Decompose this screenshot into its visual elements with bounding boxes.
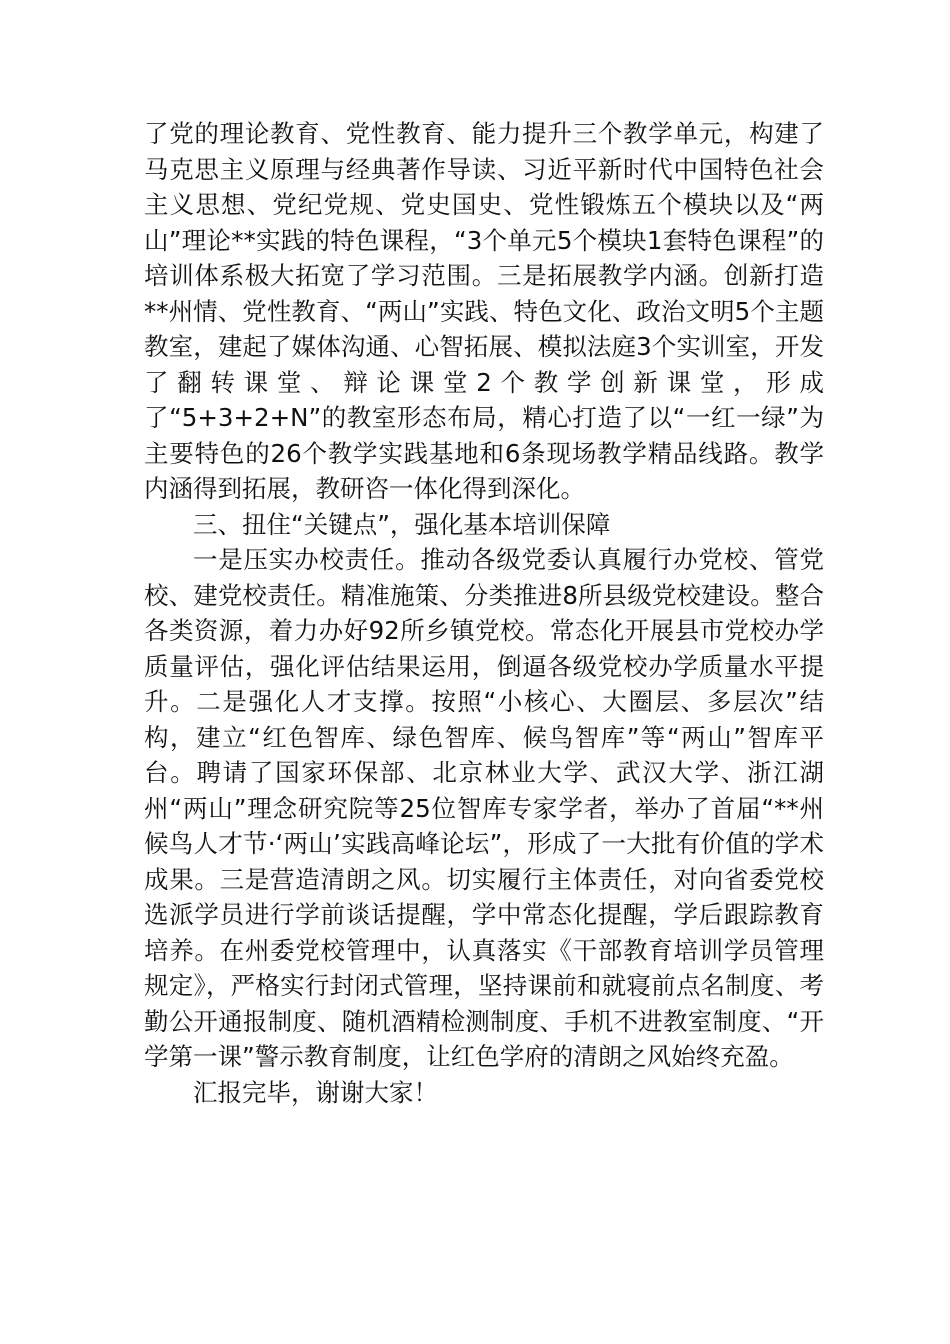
body-paragraph-continuation: 了党的理论教育、党性教育、能力提升三个教学单元，构建了马克思主义原理与经典著作导读、习近平新时代中国特色社会主义思想、党纪党规、党史国史、党性锻炼五个模块以及“两山”理论**实践的特色课程，“3个单元5个模块1套特色课程”的培训体系极大拓宽了学习范围。三是拓展教学内涵。创新打造**州情、党性教育、“两山”实践、特色文化、政治文明5个主题教室，建起了媒体沟通、心智拓展、模拟法庭3个实训室，开发了翻转课堂、辩论课堂2个教学创新课堂，形成了“5+3+2+N”的教室形态布局，精心打造了以“一红一绿”为主要特色的26个教学实践基地和6条现场教学精品线路。教学内涵得到拓展，教研咨一体化得到深化。 [144, 119, 824, 503]
document-body [144, 116, 824, 1110]
body-paragraph: 一是压实办校责任。推动各级党委认真履行办党校、管党校、建党校责任。精准施策、分类推进8所县级党校建设。整合各类资源，着力办好92所乡镇党校。常态化开展县市党校办学质量评估，强化评估结果运用，倒逼各级党校办学质量水平提升。二是强化人才支撑。按照“小核心、大圈层、多层次”结构，建立“红色智库、绿色智库、候鸟智库”等“两山”智库平台。聘请了国家环保部、北京林业大学、武汉大学、浙江湖州“两山”理念研究院等25位智库专家学者，举办了首届“**州候鸟人才节·‘两山’实践高峰论坛”，形成了一大批有价值的学术成果。三是营造清朗之风。切实履行主体责任，对向省委党校选派学员进行学前谈话提醒，学中常态化提醒，学后跟踪教育培养。在州委党校管理中，认真落实《干部教育培训学员管理规定》，严格实行封闭式管理，坚持课前和就寝前点名制度、考勤公开通报制度、随机酒精检测制度、手机不进教室制度、“开学第一课”警示教育制度，让红色学府的清朗之风始终充盈。 [144, 545, 824, 1071]
section-heading: 三、扭住“关键点”，强化基本培训保障 [193, 509, 611, 539]
closing-remark: 汇报完毕，谢谢大家！ [193, 1077, 438, 1107]
